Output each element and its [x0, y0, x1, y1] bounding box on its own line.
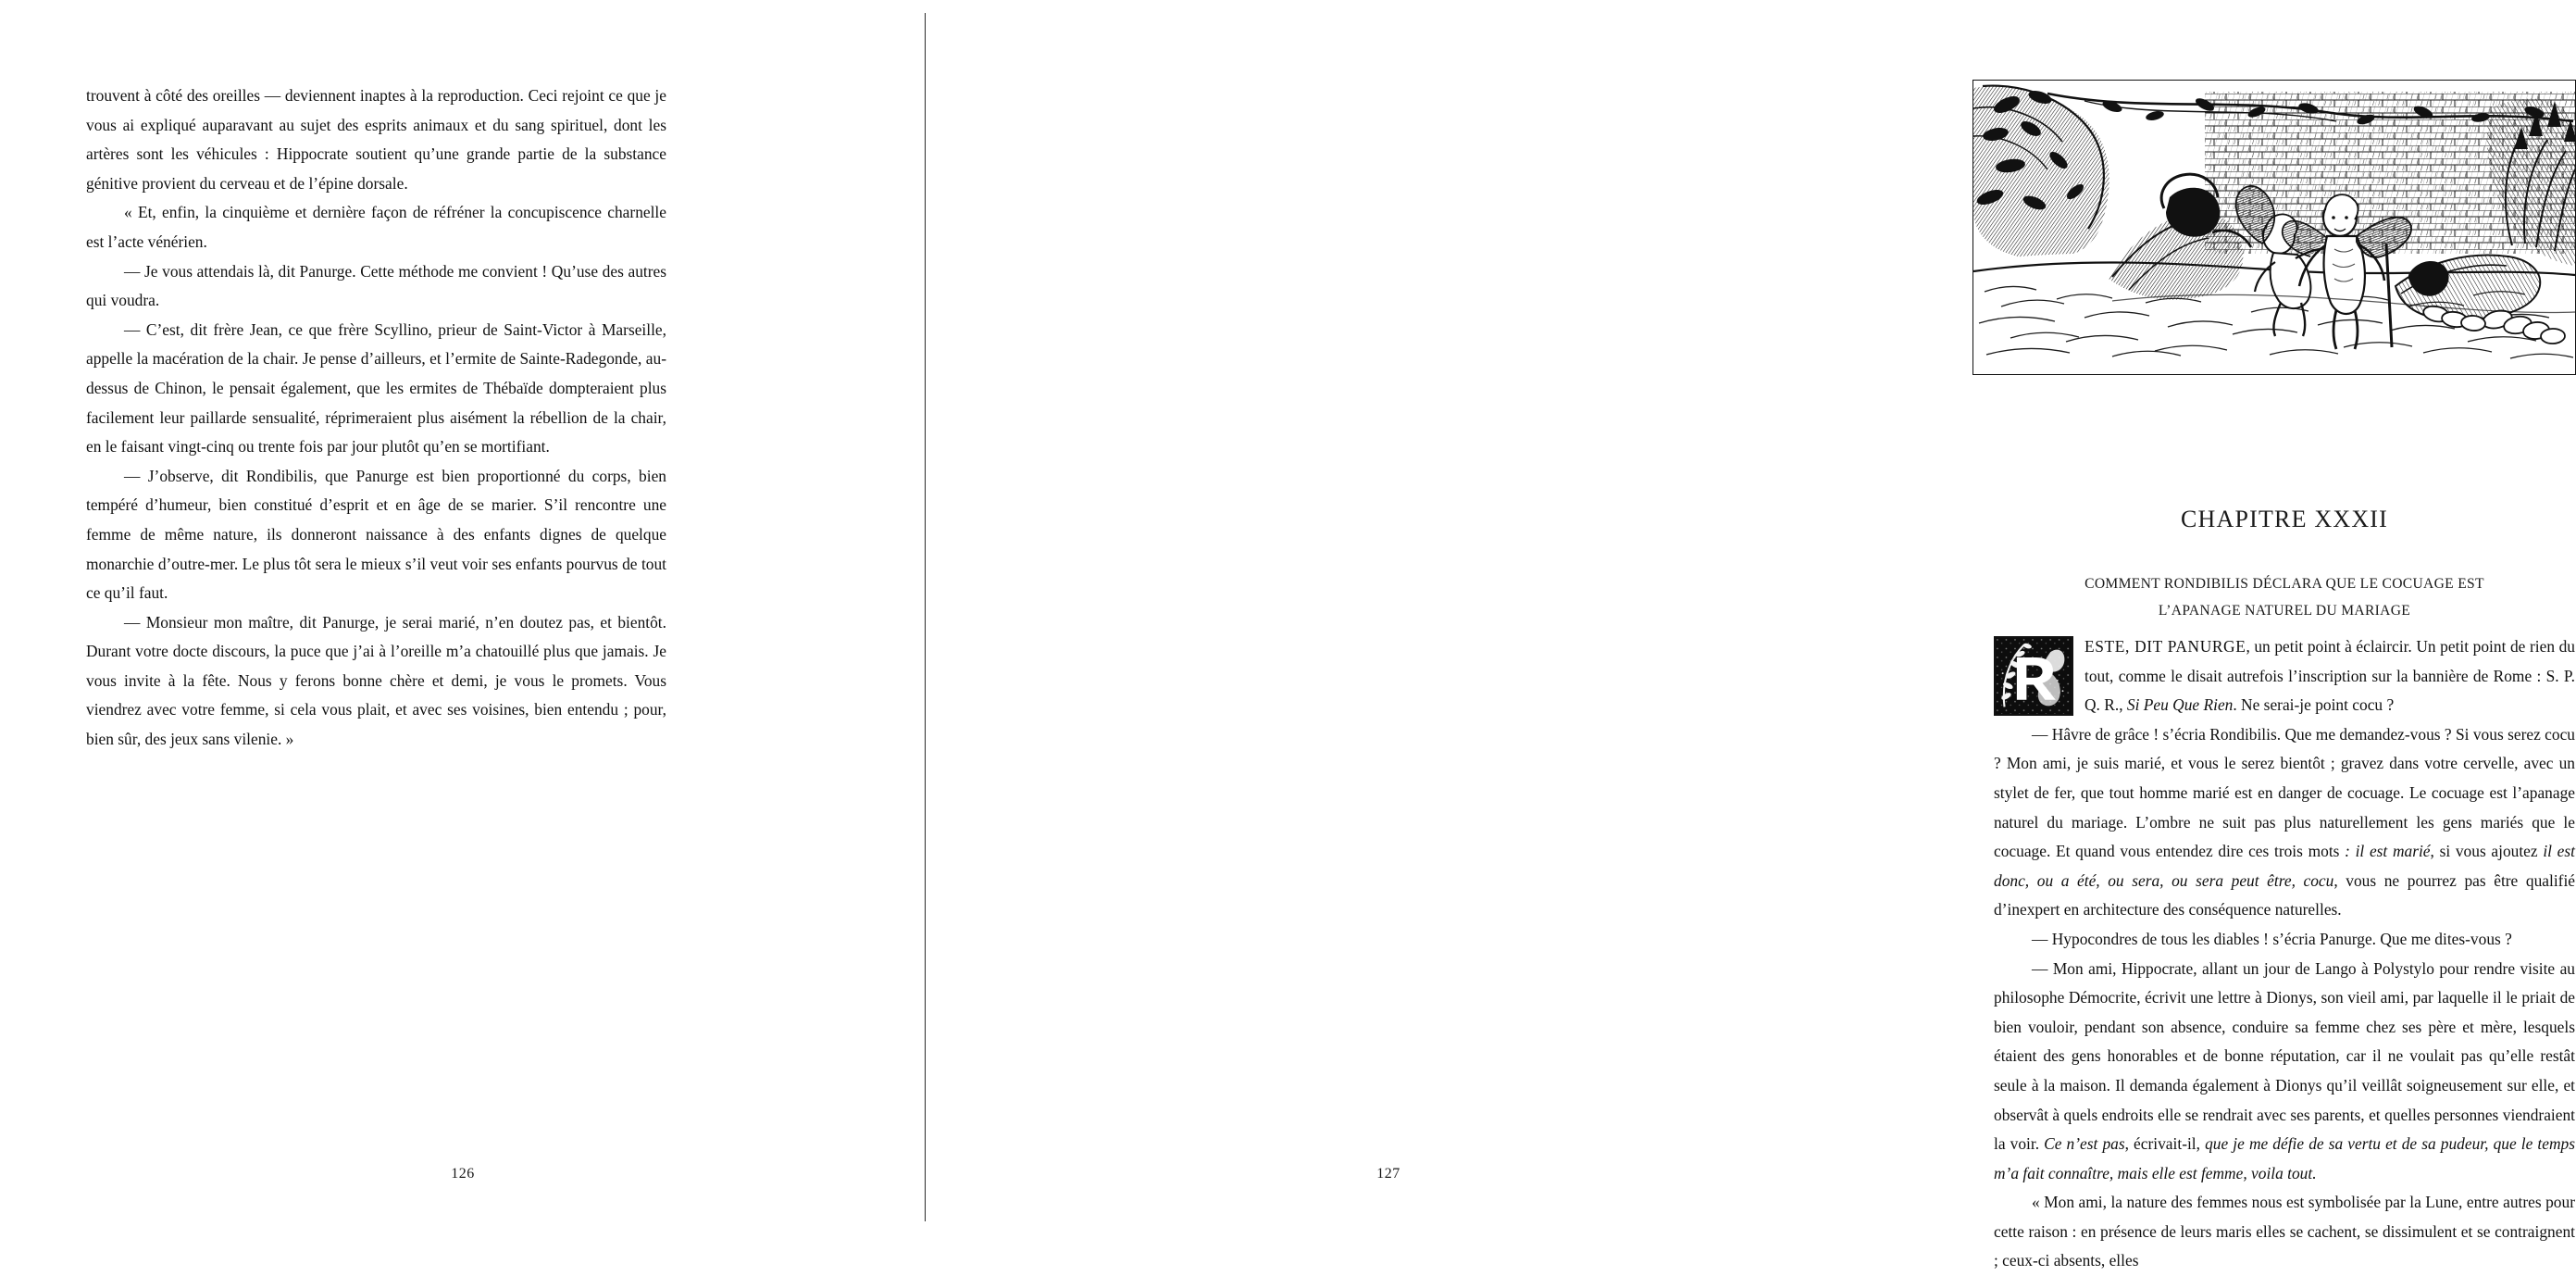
run-text: — Hypocondres de tous les diables ! s’écria Panurge. Que me dites-vous ? — [2032, 929, 2512, 948]
paragraph — [1994, 925, 2575, 955]
left-page — [0, 0, 926, 1234]
paragraph — [1994, 955, 2575, 1189]
chapter-subtitle — [1994, 570, 2575, 624]
paragraph — [1994, 1188, 2575, 1276]
opening-text: , un petit point à éclaircir. Un petit point de rien du tout, comme le disait autrefois l’inscription sur la bannière de Rome : S. P. Q. R., — [2084, 637, 2575, 715]
run-text: , vous ne pourrez pas être qualifié d’inexpert en architecture des conséquence naturelles. — [1994, 870, 2575, 919]
dropcap-letter-R — [1994, 636, 2073, 716]
run-text: , écrivait-il, — [2124, 1134, 2206, 1154]
paragraph: — Je vous attendais là, dit Panurge. Cette méthode me convient ! Qu’use des autres qui voudra. — [86, 261, 666, 310]
run-italic: que je me défie de sa vertu et de sa pudeur, que le temps m’a fait connaître, mais elle est femme, voila tout. — [1994, 1134, 2575, 1182]
opening-italic: Si Peu Que Rien — [2126, 695, 2234, 715]
page-number-left: 126 — [451, 1166, 475, 1182]
right-page — [926, 0, 2575, 1270]
paragraph: « Et, enfin, la cinquième et dernière façon de réfréner la concupiscence charnelle est l’acte vénérien. — [86, 203, 666, 251]
paragraph: trouvent à côté des oreilles — deviennent inaptes à la reproduction. Ceci rejoint ce que je vous ai expliqué auparavant au sujet des esprits animaux et du sang spirituel, dont les artères sont les véhicules : Hippocrate soutient qu’une grande partie de la substance génitive provient du cerveau et de l’épine dorsale. — [86, 86, 666, 193]
chapter-number: CHAPITRE XXXII — [2180, 506, 2389, 532]
run-italic: il est donc, ou a été, ou sera, ou sera peut être, cocu — [1994, 842, 2575, 890]
run-italic: Ce n’est pas — [2044, 1134, 2125, 1154]
chapter-heading — [1994, 506, 2575, 624]
page-number-right: 127 — [1376, 1166, 1400, 1182]
run-italic: : il est marié — [2345, 842, 2431, 861]
paragraph-opening — [1994, 632, 2575, 720]
run-text: — Mon ami, Hippocrate, allant un jour de Lango à Polystylo pour rendre visite au philosophe Démocrite, écrivit une lettre à Dionys, son vieil ami, par laquelle il le priait de bien vouloir, pendant son absence, conduire sa femme chez ses père et mère, lesquels étaient des gens honorables et de bonne réputation, car il ne voulait pas qu’elle restât seule à la maison. Il demanda également à Dionys qu’il veillât soigneusement sur elle, et observât à quels endroits elle se rendrait avec ses parents, et quelles personnes viendraient la voir. — [1994, 958, 2575, 1154]
chapter-subtitle-line-2: L’APANAGE NATUREL DU MARIAGE — [2158, 603, 2411, 619]
illustration-engraving — [1972, 80, 2576, 375]
chapter-subtitle-line-1: COMMENT RONDIBILIS DÉCLARA QUE LE COCUAGE EST — [2084, 576, 2484, 592]
run-text: « Mon ami, la nature des femmes nous est symbolisée par la Lune, entre autres pour cette raison : en présence de leurs maris elles se cachent, se dissimulent et se contraignent ; ceux-ci absents, elles — [1994, 1193, 2575, 1270]
run-text: — Hâvre de grâce ! s’écria Rondibilis. Que me demandez-vous ? Si vous serez cocu ? Mon ami, je suis marié, et vous le serez bientôt ; gravez dans votre cervelle, avec un stylet de fer, que tout homme marié est en danger de cocuage. Le cocuage est l’apanage naturel du mariage. L’ombre ne suit pas plus naturellement les gens mariés que le cocuage. Et quand vous entendez dire ces trois mots — [1994, 724, 2575, 861]
paragraph: — Monsieur mon maître, dit Panurge, je serai marié, n’en doutez pas, et bientôt. Durant votre docte discours, la puce que j’ai à l’oreille m’a chatouillé plus que jamais. Je vous invite à la fête. Nous y ferons bonne chère et demi, je vous le promets. Vous viendrez avec votre femme, si cela vous plait, et avec ses voisines, bien entendu ; pour, bien sûr, des jeux sans vilenie. » — [86, 612, 666, 749]
run-text: , si vous ajoutez — [2430, 842, 2544, 861]
paragraph — [1994, 720, 2575, 925]
paragraph: — J’observe, dit Rondibilis, que Panurge est bien proportionné du corps, bien tempéré d’humeur, bien constitué d’esprit et en âge de se marier. S’il rencontre une femme de même nature, ils donneront naissance à des enfants dignes de quelque monarchie d’outre-mer. Le plus tôt sera le mieux s’il veut voir ses enfants pourvus de tout ce qu’il faut. — [86, 466, 666, 603]
opening-tail: . Ne serai-je point cocu ? — [2233, 695, 2395, 715]
left-page-textblock — [86, 81, 666, 755]
right-page-textblock — [1994, 632, 2575, 1276]
opening-smallcaps: ESTE, DIT PANURGE — [2084, 637, 2246, 656]
paragraph: — C’est, dit frère Jean, ce que frère Scyllino, prieur de Saint-Victor à Marseille, appelle la macération de la chair. Je pense d’ailleurs, et l’ermite de Sainte-Radegonde, au-dessus de Chinon, le pensait également, que les ermites de Thébaïde dompteraient plus facilement leur paillarde sensualité, réprimeraient plus aisément la rébellion de la chair, en le faisant vingt-cinq ou trente fois par jour plutôt qu’en se mortifiant. — [86, 319, 666, 457]
dropcap-initial — [1994, 636, 2073, 716]
